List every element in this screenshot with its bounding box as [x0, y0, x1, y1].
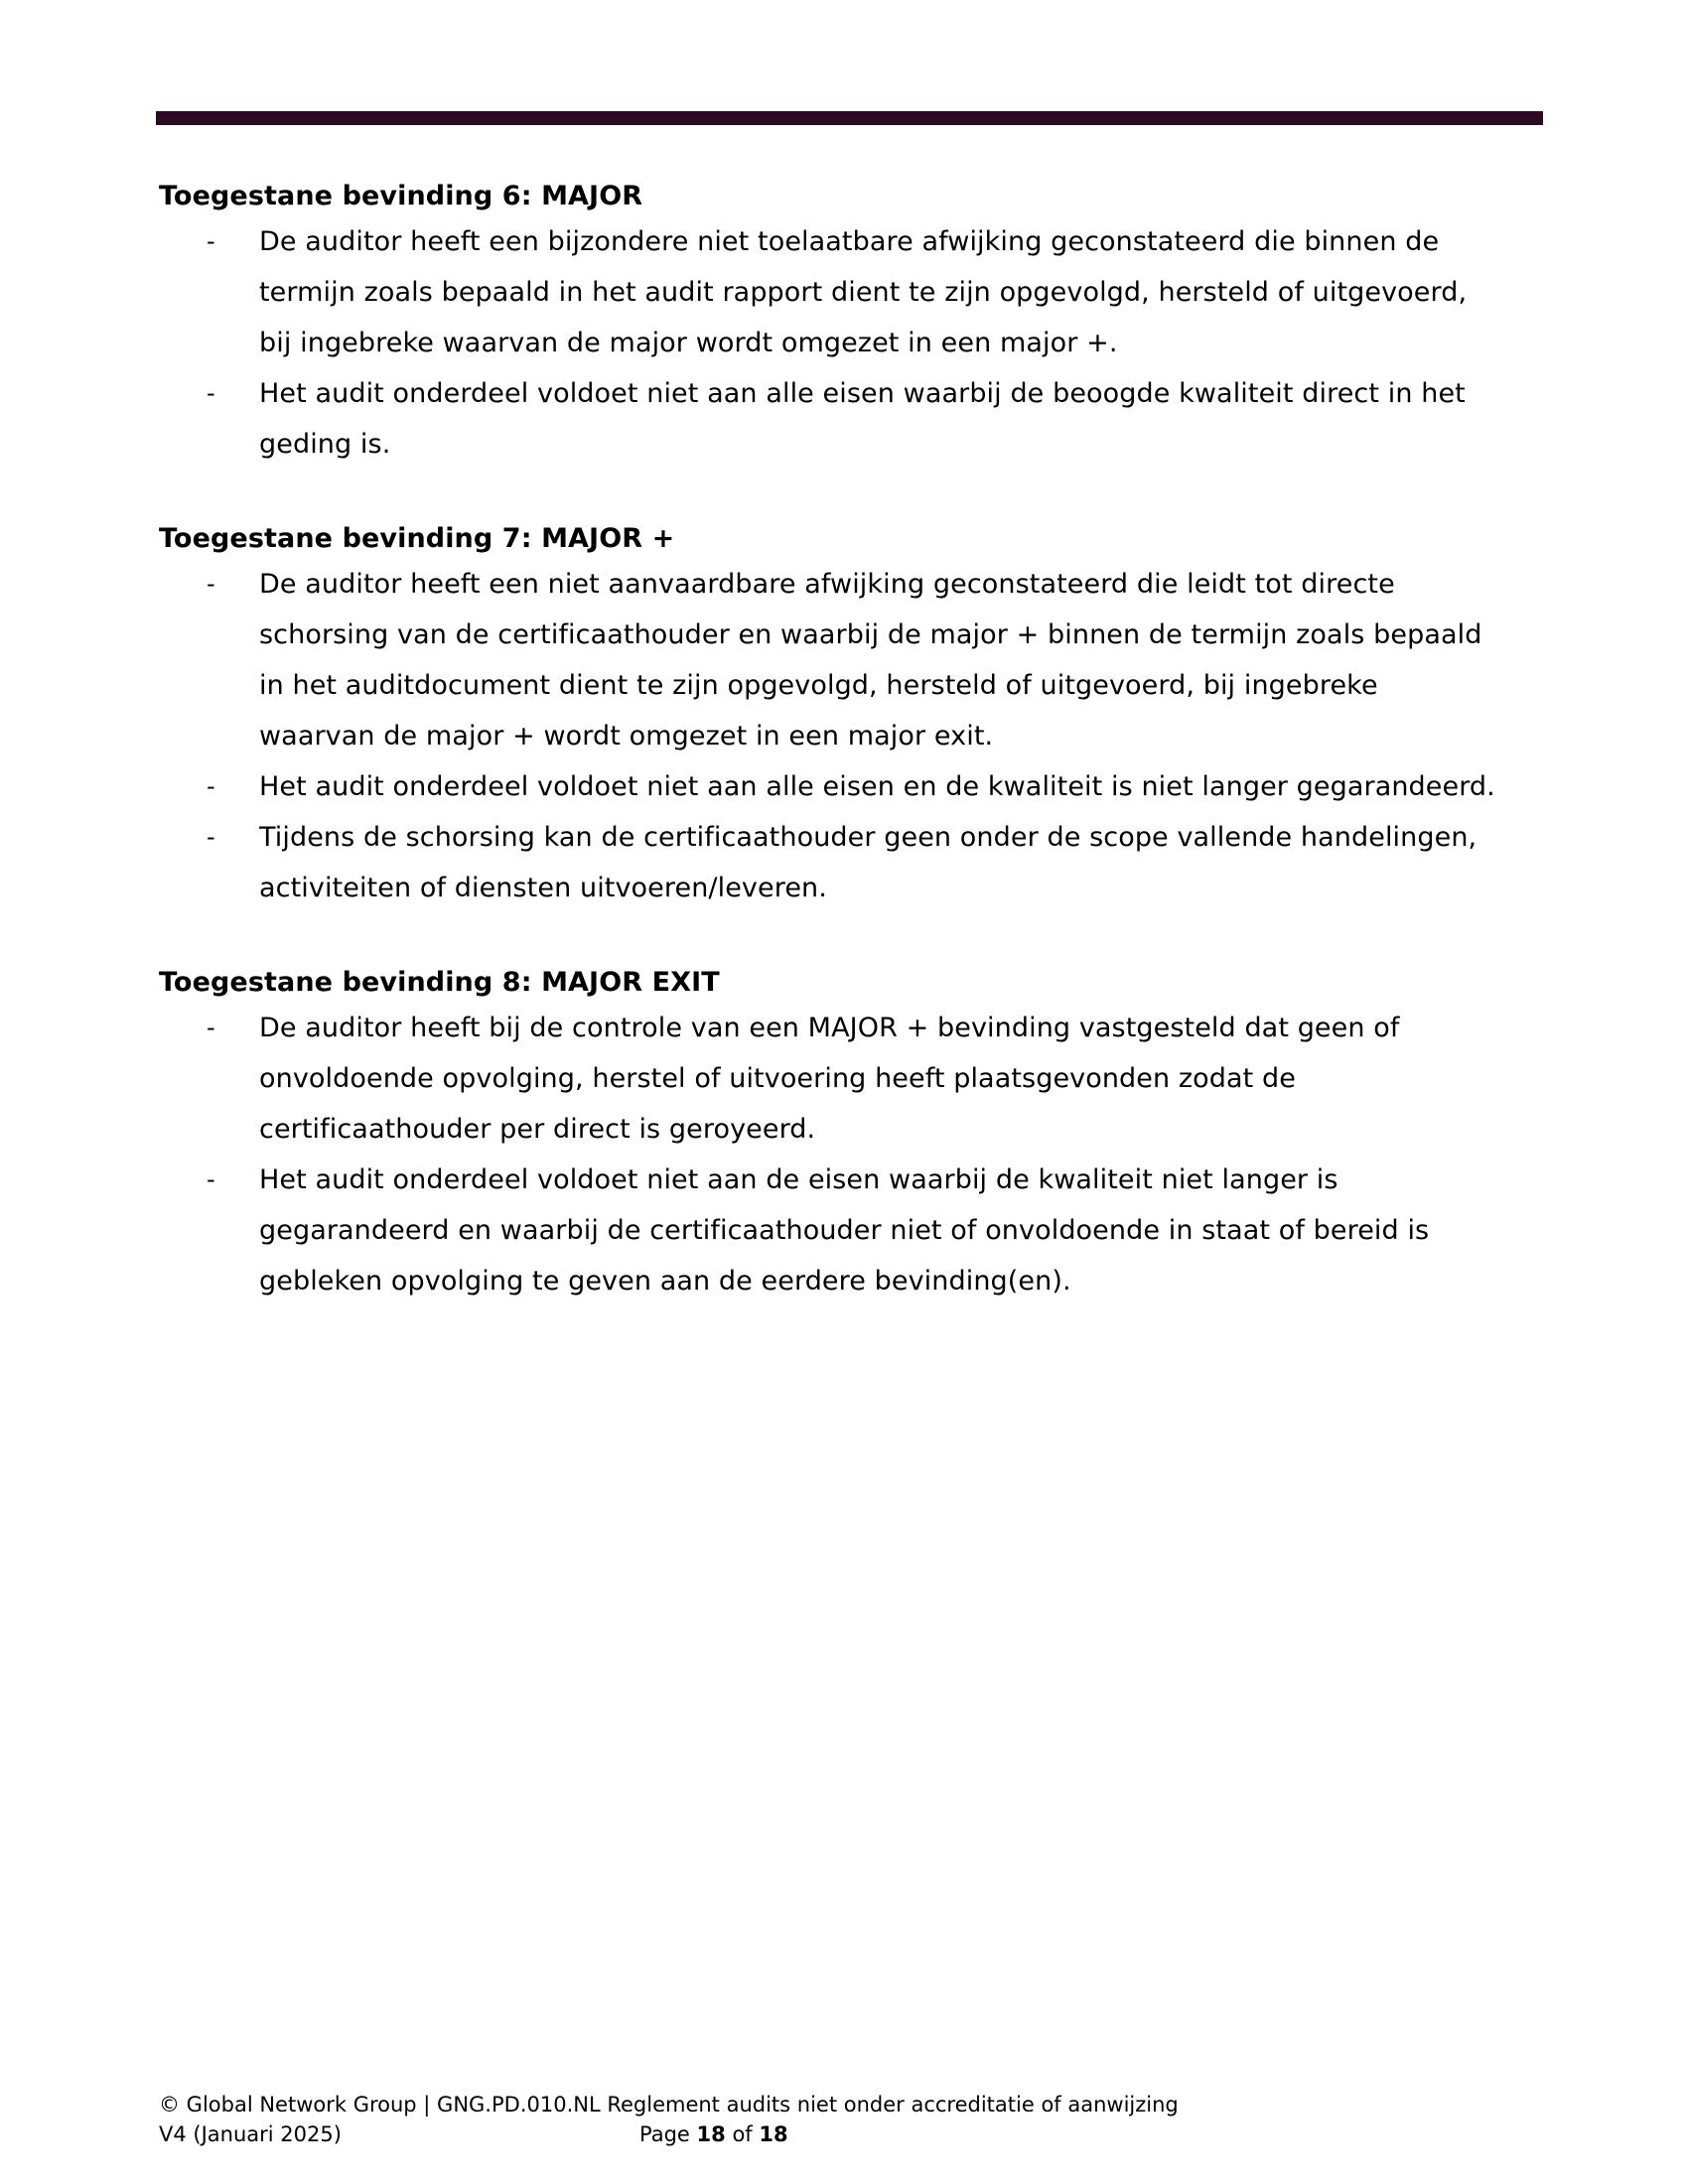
section-bevinding-6: [159, 177, 1539, 470]
section-heading: Toegestane bevinding 7: MAJOR +: [159, 523, 675, 554]
footer-copyright: © Global Network Group | GNG.PD.010.NL Reglement audits niet onder accreditatie of aanwijzing: [159, 2093, 1179, 2116]
item-line: Tijdens de schorsing kan de certificaathouder geen onder de scope vallende handelingen,: [259, 822, 1477, 853]
bullet-list: [159, 216, 1539, 470]
section-bevinding-7: [159, 519, 1539, 913]
list-item: [159, 559, 1539, 761]
dash-bullet: -: [207, 379, 215, 407]
dash-bullet: -: [207, 570, 215, 598]
bullet-list: [159, 559, 1539, 913]
page-current: 18: [696, 2122, 726, 2146]
item-line: activiteiten of diensten uitvoeren/leveren.: [259, 873, 827, 903]
item-line: bij ingebreke waarvan de major wordt omgezet in een major +.: [259, 328, 1118, 358]
list-item: [159, 368, 1539, 470]
list-item: [159, 812, 1539, 913]
item-line: schorsing van de certificaathouder en waarbij de major + binnen de termijn zoals bepaald: [259, 619, 1482, 650]
document-body: [159, 177, 1539, 1356]
item-line: certificaathouder per direct is geroyeerd.: [259, 1114, 816, 1145]
list-item: [159, 1003, 1539, 1155]
item-line: Het audit onderdeel voldoet niet aan de eisen waarbij de kwaliteit niet langer is: [259, 1164, 1338, 1195]
dash-bullet: -: [207, 772, 215, 800]
item-line: in het auditdocument dient te zijn opgevolgd, hersteld of uitgevoerd, bij ingebreke: [259, 670, 1378, 701]
page-footer: [159, 2090, 1400, 2149]
dash-bullet: -: [207, 823, 215, 851]
list-item: [159, 761, 1539, 812]
footer-meta: [159, 2119, 1400, 2149]
dash-bullet: -: [207, 1165, 215, 1193]
item-line: waarvan de major + wordt omgezet in een major exit.: [259, 721, 994, 751]
dash-bullet: -: [207, 227, 215, 255]
item-line: gegarandeerd en waarbij de certificaathouder niet of onvoldoende in staat of bereid is: [259, 1215, 1430, 1246]
item-line: De auditor heeft een bijzondere niet toelaatbare afwijking geconstateerd die binnen de: [259, 226, 1440, 257]
page-of: of: [732, 2122, 753, 2146]
bullet-list: [159, 1003, 1539, 1306]
list-item: [159, 216, 1539, 368]
item-line: geding is.: [259, 429, 391, 460]
header-rule: [156, 111, 1543, 125]
item-line: termijn zoals bepaald in het audit rapport dient te zijn opgevolgd, hersteld of uitgevoerd,: [259, 277, 1468, 308]
dash-bullet: -: [207, 1014, 215, 1041]
item-line: De auditor heeft bij de controle van een MAJOR + bevinding vastgesteld dat geen of: [259, 1013, 1400, 1043]
item-line: Het audit onderdeel voldoet niet aan alle eisen waarbij de beoogde kwaliteit direct in het: [259, 378, 1466, 409]
item-line: gebleken opvolging te geven aan de eerdere bevinding(en).: [259, 1266, 1071, 1297]
item-line: onvoldoende opvolging, herstel of uitvoering heeft plaatsgevonden zodat de: [259, 1063, 1296, 1094]
page-total: 18: [759, 2122, 788, 2146]
page-number: [639, 2119, 788, 2149]
footer-version: V4 (Januari 2025): [159, 2122, 342, 2146]
item-line: De auditor heeft een niet aanvaardbare afwijking geconstateerd die leidt tot directe: [259, 569, 1395, 600]
page-word: Page: [639, 2122, 690, 2146]
section-bevinding-8: [159, 963, 1539, 1306]
item-line: Het audit onderdeel voldoet niet aan alle eisen en de kwaliteit is niet langer gegarandeerd.: [259, 771, 1495, 802]
section-heading: Toegestane bevinding 8: MAJOR EXIT: [159, 967, 720, 998]
list-item: [159, 1155, 1539, 1306]
section-heading: Toegestane bevinding 6: MAJOR: [159, 181, 643, 211]
